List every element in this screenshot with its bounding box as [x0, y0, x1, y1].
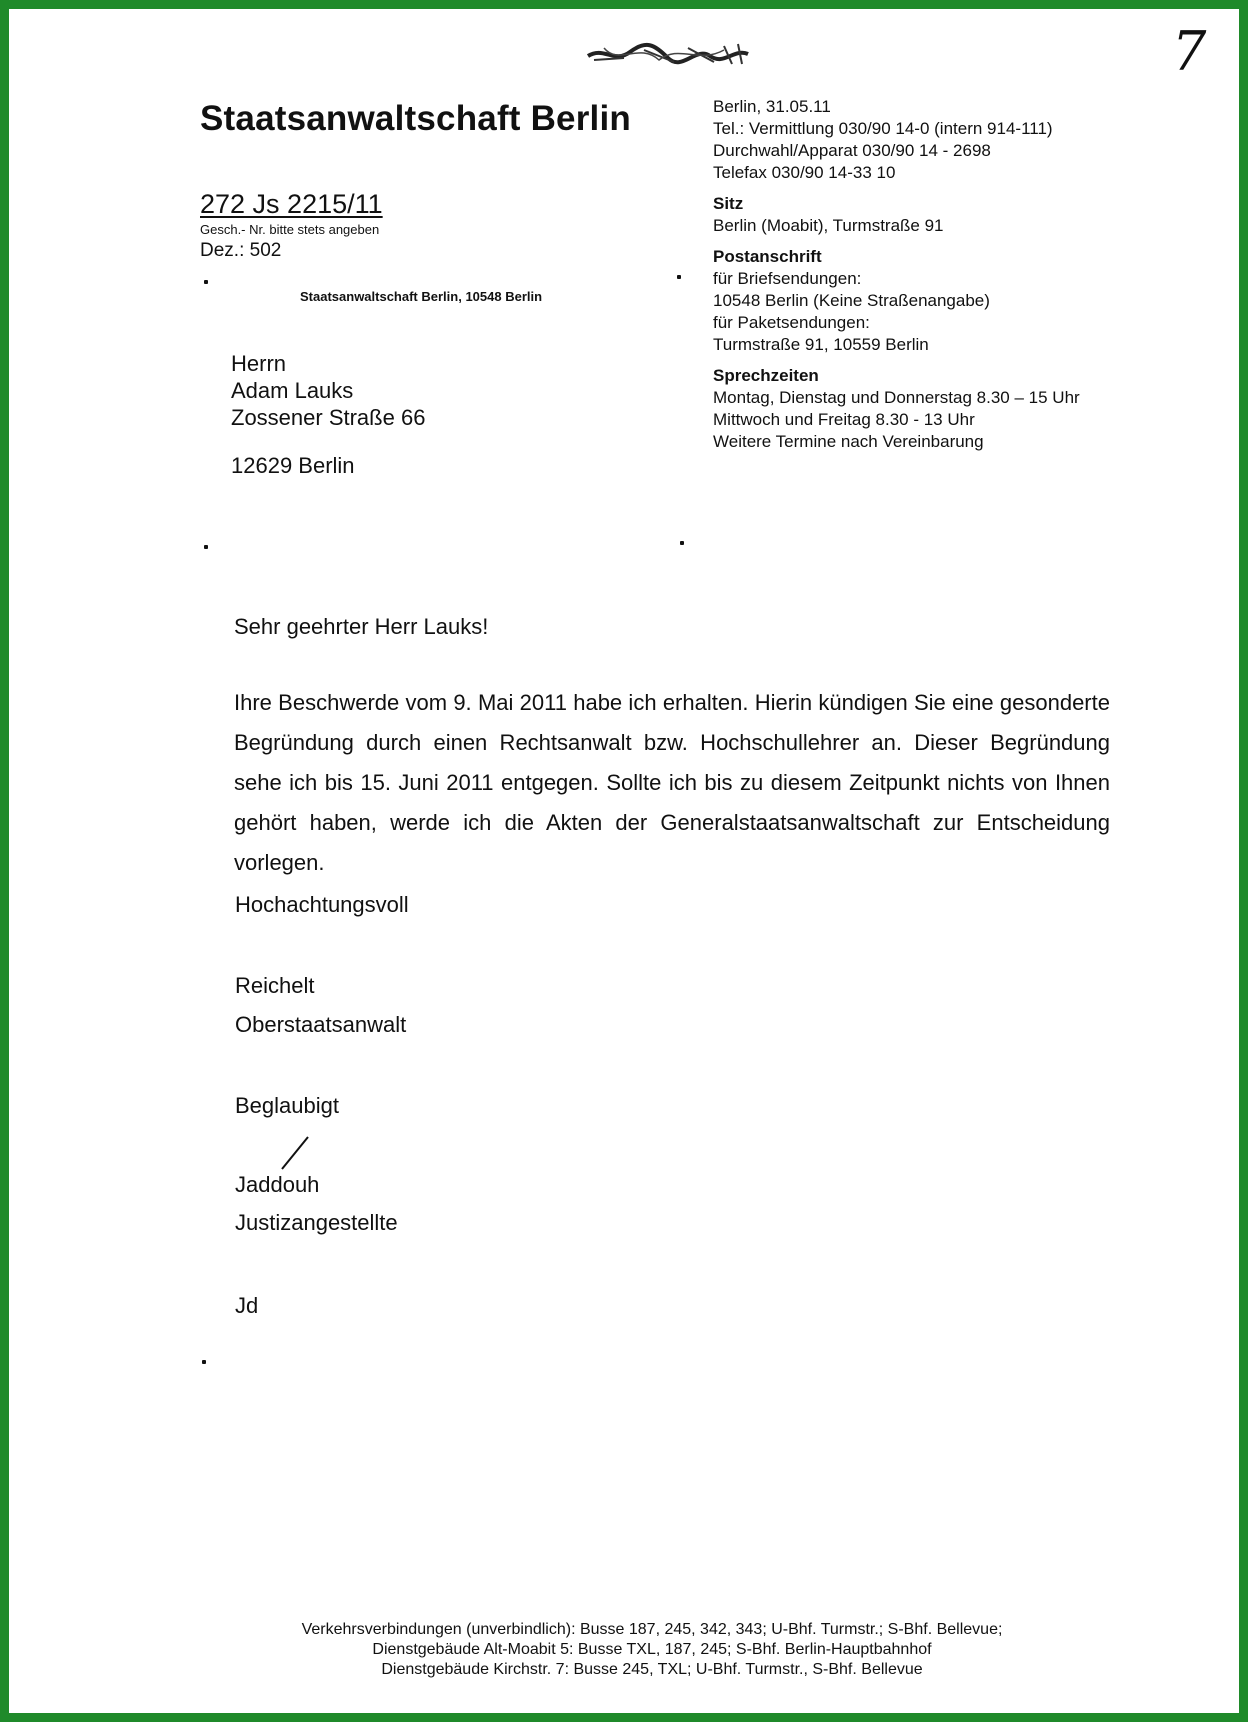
fold-mark — [202, 1360, 206, 1364]
footer-line-2: Dienstgebäude Alt-Moabit 5: Busse TXL, 187, 245; S-Bhf. Berlin-Hauptbahnhof — [372, 1641, 932, 1658]
seat-heading: Sitz — [713, 194, 744, 213]
contact-column — [713, 96, 1080, 453]
recipient-street: Zossener Straße 66 — [231, 405, 426, 430]
direct-dial-line: Durchwahl/Apparat 030/90 14 - 2698 — [713, 141, 991, 160]
hours-line-3: Weitere Termine nach Vereinbarung — [713, 432, 984, 451]
fold-mark — [204, 280, 208, 284]
case-number-hint: Gesch.- Nr. bitte stets angeben — [200, 222, 380, 237]
fold-mark — [204, 545, 208, 549]
recipient-city: 12629 Berlin — [231, 453, 355, 478]
certified-label: Beglaubigt — [235, 1093, 339, 1118]
fold-mark — [677, 275, 681, 279]
clerk-title: Justizangestellte — [235, 1210, 398, 1235]
letter-closing: Hochachtungsvoll — [235, 892, 409, 917]
agency-title: Staatsanwaltschaft Berlin — [200, 99, 631, 138]
footer-line-1: Verkehrsverbindungen (unverbindlich): Busse 187, 245, 342, 343; U-Bhf. Turmstr.; S-Bhf. Bellevue; — [301, 1621, 1003, 1638]
postal-parcels-address: Turmstraße 91, 10559 Berlin — [713, 335, 929, 354]
postal-parcels-label: für Paketsendungen: — [713, 313, 870, 332]
letter-date: Berlin, 31.05.11 — [713, 97, 831, 116]
fold-mark — [680, 541, 684, 545]
postal-letters-address: 10548 Berlin (Keine Straßenangabe) — [713, 291, 990, 310]
handwritten-page-number: 7 — [1172, 20, 1207, 83]
recipient-salutation: Herrn — [231, 351, 287, 376]
telephone-line: Tel.: Vermittlung 030/90 14-0 (intern 914-111) — [713, 119, 1053, 138]
signer-name: Reichelt — [235, 973, 315, 998]
fax-line: Telefax 030/90 14-33 10 — [713, 163, 896, 182]
hours-line-2: Mittwoch und Freitag 8.30 - 13 Uhr — [713, 410, 975, 429]
footer-transport-info — [262, 1620, 1042, 1680]
letter-salutation: Sehr geehrter Herr Lauks! — [234, 614, 489, 639]
postal-letters-label: für Briefsendungen: — [713, 269, 862, 288]
letter-body: Ihre Beschwerde vom 9. Mai 2011 habe ich erhalten. Hierin kündigen Sie eine gesonderte Begründung durch einen Rechtsanwalt bzw. Hochschullehrer an. Dieser Begründung sehe ich bis 15. Juni 2011 entgegen. Sollte ich bis zu diesem Zeitpunkt nichts von Ihnen gehört haben, werde ich die Akten der Generalstaatsanwaltschaft zur Entscheidung vorlegen. — [234, 690, 1110, 875]
recipient-address — [231, 350, 425, 479]
recipient-name: Adam Lauks — [231, 378, 354, 403]
footer-line-3: Dienstgebäude Kirchstr. 7: Busse 245, TXL; U-Bhf. Turmstr., S-Bhf. Bellevue — [381, 1661, 923, 1678]
signer-title: Oberstaatsanwalt — [235, 1012, 407, 1037]
seat-address: Berlin (Moabit), Turmstraße 91 — [713, 216, 944, 235]
department-number: Dez.: 502 — [200, 240, 282, 261]
postal-heading: Postanschrift — [713, 247, 822, 266]
hours-line-1: Montag, Dienstag und Donnerstag 8.30 – 15 Uhr — [713, 388, 1080, 407]
stamp-scribble-icon — [584, 36, 754, 70]
signature-stroke-icon — [278, 1133, 312, 1173]
return-address: Staatsanwaltschaft Berlin, 10548 Berlin — [300, 289, 543, 304]
clerk-initials: Jd — [235, 1293, 259, 1318]
case-number: 272 Js 2215/11 — [200, 189, 383, 219]
hours-heading: Sprechzeiten — [713, 366, 819, 385]
clerk-name: Jaddouh — [235, 1172, 320, 1197]
